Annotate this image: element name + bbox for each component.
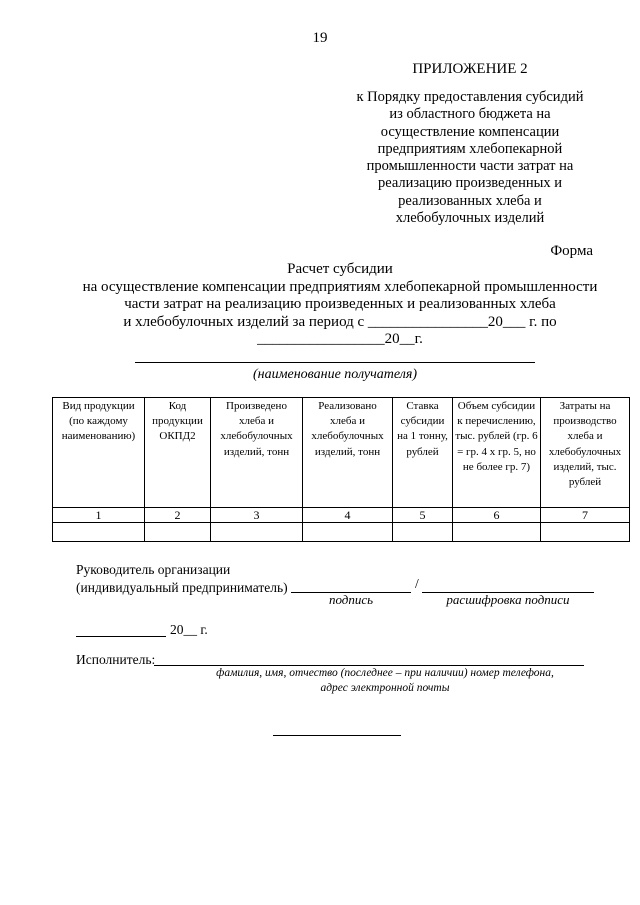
appendix-note xyxy=(340,89,600,227)
date-day-month-field[interactable] xyxy=(76,636,166,637)
table-row xyxy=(53,523,630,542)
page-number: 19 xyxy=(312,30,328,46)
decryption-caption: расшифровка подписи xyxy=(446,592,570,607)
signature-separator: / xyxy=(415,576,419,591)
column-number: 7 xyxy=(541,508,630,523)
column-number: 5 xyxy=(393,508,453,523)
table-cell[interactable] xyxy=(541,523,630,542)
header-production-costs: Затраты на производство хлеба и хлебобулочных изделий, тыс. рублей xyxy=(541,398,630,508)
column-number: 2 xyxy=(145,508,211,523)
table-cell[interactable] xyxy=(453,523,541,542)
header-okpd2-code: Код продукции ОКПД2 xyxy=(145,398,211,508)
executor-caption xyxy=(180,666,590,696)
column-number: 1 xyxy=(53,508,145,523)
column-number: 3 xyxy=(211,508,303,523)
table-cell[interactable] xyxy=(145,523,211,542)
appendix-note-line: реализованных хлеба и xyxy=(398,192,542,209)
heading-line: части затрат на реализацию произведенных и реализованных хлеба xyxy=(124,296,556,312)
column-number: 4 xyxy=(303,508,393,523)
recipient-name-field[interactable] xyxy=(135,362,535,363)
heading-title: Расчет субсидии xyxy=(287,261,393,277)
appendix-note-line: осуществление компенсации xyxy=(380,123,560,140)
head-label-line: Руководитель организации xyxy=(76,562,231,577)
closing-divider xyxy=(273,735,401,736)
table-cell[interactable] xyxy=(393,523,453,542)
signature-caption: подпись xyxy=(328,592,374,607)
table-cell[interactable] xyxy=(53,523,145,542)
appendix-title: ПРИЛОЖЕНИЕ 2 xyxy=(412,61,528,77)
head-label-line: (индивидуальный предприниматель) xyxy=(76,580,288,595)
header-product-type: Вид продукции (по каждому наименованию) xyxy=(53,398,145,508)
table-cell[interactable] xyxy=(211,523,303,542)
column-number: 6 xyxy=(453,508,541,523)
head-of-organization-label xyxy=(76,561,288,597)
appendix-note-line: предприятиям хлебопекарной xyxy=(377,140,563,157)
date-year-text: 20__ г. xyxy=(170,622,208,637)
appendix-note-line: хлебобулочных изделий xyxy=(395,210,545,227)
appendix-note-line: к Порядку предоставления субсидий xyxy=(356,89,584,105)
executor-label: Исполнитель: xyxy=(76,652,156,667)
header-subsidy-amount: Объем субсидии к перечислению, тыс. рублей (гр. 6 = гр. 4 х гр. 5, но не более гр. 7) xyxy=(453,398,541,508)
table-header-row xyxy=(53,398,630,508)
subsidy-table xyxy=(52,397,630,542)
appendix-note-line: промышленности части затрат на xyxy=(366,158,574,175)
column-number-row xyxy=(53,508,630,523)
table-cell[interactable] xyxy=(303,523,393,542)
heading-period-line: и хлебобулочных изделий за период с ________________20___ г. по xyxy=(123,313,557,330)
header-subsidy-rate: Ставка субсидии на 1 тонну, рублей xyxy=(393,398,453,508)
header-sold: Реализовано хлеба и хлебобулочных изделий, тонн xyxy=(303,398,393,508)
executor-caption-line: фамилия, имя, отчество (последнее – при наличии) номер телефона, xyxy=(216,667,554,679)
heading-line: на осуществление компенсации предприятиям хлебопекарной промышленности xyxy=(82,278,598,295)
heading-period-end: _________________20__г. xyxy=(257,331,423,347)
document-heading xyxy=(40,261,640,349)
appendix-note-line: реализацию произведенных и xyxy=(377,175,563,192)
executor-caption-line: адрес электронной почты xyxy=(320,682,450,694)
form-label: Форма xyxy=(550,243,593,259)
header-produced: Произведено хлеба и хлебобулочных изделий, тонн xyxy=(211,398,303,508)
recipient-caption: (наименование получателя) xyxy=(252,367,418,382)
appendix-note-line: из областного бюджета на xyxy=(389,106,551,123)
